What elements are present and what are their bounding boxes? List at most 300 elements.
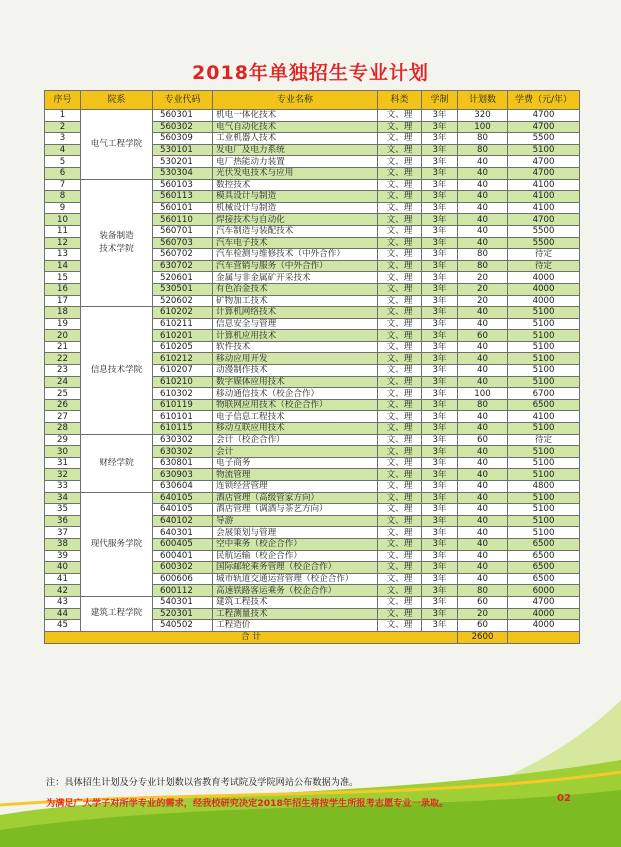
code-cell: 530304 <box>153 167 213 179</box>
subject-type-cell: 文、理 <box>378 249 422 261</box>
subject-type-cell: 文、理 <box>378 457 422 469</box>
subject-type-cell: 文、理 <box>378 214 422 226</box>
major-name-cell: 会计（校企合作） <box>213 434 378 446</box>
index-cell: 36 <box>45 515 81 527</box>
code-cell: 520301 <box>153 608 213 620</box>
duration-cell: 3年 <box>422 469 458 481</box>
plan-count-cell: 60 <box>458 434 508 446</box>
index-cell: 44 <box>45 608 81 620</box>
duration-cell: 3年 <box>422 423 458 435</box>
major-name-cell: 计算机网络技术 <box>213 307 378 319</box>
index-cell: 4 <box>45 144 81 156</box>
code-cell: 560103 <box>153 179 213 191</box>
major-name-cell: 发电厂及电力系统 <box>213 144 378 156</box>
subject-type-cell: 文、理 <box>378 110 422 122</box>
subject-type-cell: 文、理 <box>378 515 422 527</box>
duration-cell: 3年 <box>422 446 458 458</box>
duration-cell: 3年 <box>422 620 458 632</box>
tuition-cell: 6500 <box>508 562 580 574</box>
code-cell: 560110 <box>153 214 213 226</box>
code-cell: 560702 <box>153 249 213 261</box>
tuition-cell: 6500 <box>508 399 580 411</box>
code-cell: 560703 <box>153 237 213 249</box>
subject-type-cell: 文、理 <box>378 330 422 342</box>
major-name-cell: 汽车检测与维修技术（中外合作） <box>213 249 378 261</box>
plan-count-cell: 40 <box>458 191 508 203</box>
tuition-cell: 4000 <box>508 608 580 620</box>
index-cell: 20 <box>45 330 81 342</box>
department-cell: 信息技术学院 <box>81 307 153 435</box>
plan-count-cell: 80 <box>458 144 508 156</box>
major-name-cell: 移动通信技术（校企合作） <box>213 388 378 400</box>
plan-count-cell: 40 <box>458 202 508 214</box>
code-cell: 560309 <box>153 133 213 145</box>
plan-count-cell: 40 <box>458 214 508 226</box>
plan-count-cell: 100 <box>458 121 508 133</box>
code-cell: 630302 <box>153 446 213 458</box>
index-cell: 43 <box>45 596 81 608</box>
department-cell: 现代服务学院 <box>81 492 153 596</box>
subject-type-cell: 文、理 <box>378 527 422 539</box>
code-cell: 530501 <box>153 283 213 295</box>
index-cell: 45 <box>45 620 81 632</box>
code-cell: 520601 <box>153 272 213 284</box>
plan-count-cell: 40 <box>458 481 508 493</box>
code-cell: 600606 <box>153 573 213 585</box>
major-name-cell: 模具设计与制造 <box>213 191 378 203</box>
plan-count-cell: 40 <box>458 550 508 562</box>
index-cell: 18 <box>45 307 81 319</box>
tuition-cell: 5100 <box>508 365 580 377</box>
major-name-cell: 电气自动化技术 <box>213 121 378 133</box>
header-major-name: 专业名称 <box>213 91 378 110</box>
code-cell: 600112 <box>153 585 213 597</box>
major-name-cell: 电子信息工程技术 <box>213 411 378 423</box>
plan-count-cell: 40 <box>458 573 508 585</box>
subject-type-cell: 文、理 <box>378 411 422 423</box>
duration-cell: 3年 <box>422 237 458 249</box>
duration-cell: 3年 <box>422 133 458 145</box>
index-cell: 42 <box>45 585 81 597</box>
plan-count-cell: 40 <box>458 307 508 319</box>
tuition-cell: 5100 <box>508 469 580 481</box>
index-cell: 7 <box>45 179 81 191</box>
major-name-cell: 电厂热能动力装置 <box>213 156 378 168</box>
code-cell: 600401 <box>153 550 213 562</box>
tuition-cell: 5100 <box>508 341 580 353</box>
subject-type-cell: 文、理 <box>378 620 422 632</box>
tuition-cell: 4800 <box>508 481 580 493</box>
plan-count-cell: 40 <box>458 167 508 179</box>
tuition-cell: 5100 <box>508 492 580 504</box>
subject-type-cell: 文、理 <box>378 353 422 365</box>
duration-cell: 3年 <box>422 573 458 585</box>
total-tuition-blank <box>508 631 580 643</box>
plan-count-cell: 40 <box>458 376 508 388</box>
code-cell: 560301 <box>153 110 213 122</box>
plan-count-cell: 60 <box>458 596 508 608</box>
subject-type-cell: 文、理 <box>378 446 422 458</box>
tuition-cell: 5100 <box>508 318 580 330</box>
code-cell: 610207 <box>153 365 213 377</box>
duration-cell: 3年 <box>422 585 458 597</box>
code-cell: 630801 <box>153 457 213 469</box>
duration-cell: 3年 <box>422 538 458 550</box>
duration-cell: 3年 <box>422 365 458 377</box>
admission-banner: 为满足广大学子对所学专业的需求，经我校研究决定2018年招生将按学生所报考志愿专业一录取。 <box>46 798 449 809</box>
subject-type-cell: 文、理 <box>378 434 422 446</box>
plan-count-cell: 80 <box>458 249 508 261</box>
tuition-cell: 待定 <box>508 434 580 446</box>
tuition-cell: 5500 <box>508 237 580 249</box>
duration-cell: 3年 <box>422 260 458 272</box>
header-subject-type: 科类 <box>378 91 422 110</box>
index-cell: 21 <box>45 341 81 353</box>
department-cell: 财经学院 <box>81 434 153 492</box>
code-cell: 560302 <box>153 121 213 133</box>
duration-cell: 3年 <box>422 457 458 469</box>
major-name-cell: 汽车营销与服务（中外合作） <box>213 260 378 272</box>
plan-count-cell: 40 <box>458 457 508 469</box>
subject-type-cell: 文、理 <box>378 469 422 481</box>
duration-cell: 3年 <box>422 562 458 574</box>
code-cell: 560701 <box>153 225 213 237</box>
enrollment-plan-table <box>44 90 580 644</box>
code-cell: 610201 <box>153 330 213 342</box>
index-cell: 9 <box>45 202 81 214</box>
subject-type-cell: 文、理 <box>378 307 422 319</box>
index-cell: 17 <box>45 295 81 307</box>
index-cell: 23 <box>45 365 81 377</box>
index-cell: 25 <box>45 388 81 400</box>
tuition-cell: 5100 <box>508 353 580 365</box>
tuition-cell: 5500 <box>508 225 580 237</box>
subject-type-cell: 文、理 <box>378 538 422 550</box>
duration-cell: 3年 <box>422 249 458 261</box>
plan-count-cell: 40 <box>458 423 508 435</box>
code-cell: 640105 <box>153 492 213 504</box>
index-cell: 10 <box>45 214 81 226</box>
page-number: 02 <box>557 793 571 804</box>
duration-cell: 3年 <box>422 411 458 423</box>
plan-count-cell: 40 <box>458 538 508 550</box>
table-body <box>45 110 580 644</box>
plan-count-cell: 40 <box>458 365 508 377</box>
plan-count-cell: 40 <box>458 341 508 353</box>
duration-cell: 3年 <box>422 110 458 122</box>
plan-count-cell: 80 <box>458 399 508 411</box>
tuition-cell: 4000 <box>508 295 580 307</box>
index-cell: 1 <box>45 110 81 122</box>
subject-type-cell: 文、理 <box>378 492 422 504</box>
tuition-cell: 6500 <box>508 573 580 585</box>
table-row <box>45 596 580 608</box>
code-cell: 600405 <box>153 538 213 550</box>
subject-type-cell: 文、理 <box>378 376 422 388</box>
plan-count-cell: 40 <box>458 527 508 539</box>
duration-cell: 3年 <box>422 272 458 284</box>
code-cell: 560101 <box>153 202 213 214</box>
tuition-cell: 5100 <box>508 515 580 527</box>
subject-type-cell: 文、理 <box>378 202 422 214</box>
index-cell: 31 <box>45 457 81 469</box>
subject-type-cell: 文、理 <box>378 585 422 597</box>
subject-type-cell: 文、理 <box>378 562 422 574</box>
major-name-cell: 会展策划与管理 <box>213 527 378 539</box>
tuition-cell: 5100 <box>508 307 580 319</box>
index-cell: 28 <box>45 423 81 435</box>
subject-type-cell: 文、理 <box>378 399 422 411</box>
subject-type-cell: 文、理 <box>378 121 422 133</box>
tuition-cell: 6000 <box>508 585 580 597</box>
duration-cell: 3年 <box>422 527 458 539</box>
subject-type-cell: 文、理 <box>378 133 422 145</box>
major-name-cell: 工程测量技术 <box>213 608 378 620</box>
major-name-cell: 建筑工程技术 <box>213 596 378 608</box>
plan-count-cell: 80 <box>458 585 508 597</box>
plan-count-cell: 60 <box>458 620 508 632</box>
index-cell: 14 <box>45 260 81 272</box>
index-cell: 11 <box>45 225 81 237</box>
plan-count-cell: 40 <box>458 318 508 330</box>
plan-count-cell: 20 <box>458 283 508 295</box>
table-header-row <box>45 91 580 110</box>
duration-cell: 3年 <box>422 434 458 446</box>
table-row <box>45 307 580 319</box>
major-name-cell: 电子商务 <box>213 457 378 469</box>
tuition-cell: 6700 <box>508 388 580 400</box>
index-cell: 15 <box>45 272 81 284</box>
duration-cell: 3年 <box>422 376 458 388</box>
code-cell: 610302 <box>153 388 213 400</box>
duration-cell: 3年 <box>422 596 458 608</box>
major-name-cell: 光伏发电技术与应用 <box>213 167 378 179</box>
index-cell: 37 <box>45 527 81 539</box>
subject-type-cell: 文、理 <box>378 573 422 585</box>
tuition-cell: 5100 <box>508 376 580 388</box>
index-cell: 5 <box>45 156 81 168</box>
code-cell: 640301 <box>153 527 213 539</box>
index-cell: 16 <box>45 283 81 295</box>
code-cell: 600302 <box>153 562 213 574</box>
major-name-cell: 有色冶金技术 <box>213 283 378 295</box>
department-cell: 装备制造 技术学院 <box>81 179 153 307</box>
total-value: 2600 <box>458 631 508 643</box>
tuition-cell: 4700 <box>508 214 580 226</box>
subject-type-cell: 文、理 <box>378 144 422 156</box>
table-row <box>45 110 580 122</box>
tuition-cell: 4700 <box>508 596 580 608</box>
index-cell: 40 <box>45 562 81 574</box>
index-cell: 30 <box>45 446 81 458</box>
tuition-cell: 4000 <box>508 272 580 284</box>
code-cell: 560113 <box>153 191 213 203</box>
tuition-cell: 4100 <box>508 411 580 423</box>
major-name-cell: 计算机应用技术 <box>213 330 378 342</box>
index-cell: 2 <box>45 121 81 133</box>
plan-count-cell: 20 <box>458 272 508 284</box>
plan-count-cell: 40 <box>458 492 508 504</box>
tuition-cell: 4700 <box>508 156 580 168</box>
duration-cell: 3年 <box>422 318 458 330</box>
tuition-cell: 6500 <box>508 538 580 550</box>
subject-type-cell: 文、理 <box>378 481 422 493</box>
code-cell: 610210 <box>153 376 213 388</box>
major-name-cell: 工业机器人技术 <box>213 133 378 145</box>
duration-cell: 3年 <box>422 341 458 353</box>
code-cell: 610119 <box>153 399 213 411</box>
tuition-cell: 4700 <box>508 110 580 122</box>
tuition-cell: 5100 <box>508 504 580 516</box>
duration-cell: 3年 <box>422 550 458 562</box>
code-cell: 630604 <box>153 481 213 493</box>
major-name-cell: 导游 <box>213 515 378 527</box>
tuition-cell: 待定 <box>508 260 580 272</box>
tuition-cell: 4700 <box>508 167 580 179</box>
total-row <box>45 631 580 643</box>
duration-cell: 3年 <box>422 388 458 400</box>
index-cell: 27 <box>45 411 81 423</box>
code-cell: 630903 <box>153 469 213 481</box>
tuition-cell: 5100 <box>508 457 580 469</box>
major-name-cell: 物流管理 <box>213 469 378 481</box>
code-cell: 630702 <box>153 260 213 272</box>
code-cell: 640105 <box>153 504 213 516</box>
major-name-cell: 软件技术 <box>213 341 378 353</box>
index-cell: 32 <box>45 469 81 481</box>
duration-cell: 3年 <box>422 608 458 620</box>
duration-cell: 3年 <box>422 307 458 319</box>
code-cell: 540301 <box>153 596 213 608</box>
subject-type-cell: 文、理 <box>378 596 422 608</box>
code-cell: 640102 <box>153 515 213 527</box>
index-cell: 39 <box>45 550 81 562</box>
subject-type-cell: 文、理 <box>378 225 422 237</box>
major-name-cell: 物联网应用技术（校企合作） <box>213 399 378 411</box>
duration-cell: 3年 <box>422 225 458 237</box>
table-row <box>45 434 580 446</box>
index-cell: 35 <box>45 504 81 516</box>
subject-type-cell: 文、理 <box>378 608 422 620</box>
tuition-cell: 6500 <box>508 550 580 562</box>
tuition-cell: 4100 <box>508 202 580 214</box>
duration-cell: 3年 <box>422 504 458 516</box>
tuition-cell: 5100 <box>508 144 580 156</box>
plan-count-cell: 100 <box>458 388 508 400</box>
index-cell: 29 <box>45 434 81 446</box>
subject-type-cell: 文、理 <box>378 191 422 203</box>
tuition-cell: 4700 <box>508 121 580 133</box>
plan-count-cell: 40 <box>458 237 508 249</box>
duration-cell: 3年 <box>422 283 458 295</box>
duration-cell: 3年 <box>422 481 458 493</box>
major-name-cell: 数字媒体应用技术 <box>213 376 378 388</box>
header-department: 院系 <box>81 91 153 110</box>
code-cell: 610115 <box>153 423 213 435</box>
page-title: 2018年单独招生专业计划 <box>192 62 429 84</box>
plan-count-cell: 20 <box>458 295 508 307</box>
major-name-cell: 酒店管理（高级管家方向） <box>213 492 378 504</box>
index-cell: 33 <box>45 481 81 493</box>
plan-count-cell: 20 <box>458 608 508 620</box>
footnote: 注：具体招生计划及分专业计划数以省教育考试院及学院网站公布数据为准。 <box>46 777 359 788</box>
table-row <box>45 179 580 191</box>
subject-type-cell: 文、理 <box>378 423 422 435</box>
index-cell: 34 <box>45 492 81 504</box>
subject-type-cell: 文、理 <box>378 237 422 249</box>
index-cell: 3 <box>45 133 81 145</box>
duration-cell: 3年 <box>422 167 458 179</box>
code-cell: 610205 <box>153 341 213 353</box>
duration-cell: 3年 <box>422 121 458 133</box>
major-name-cell: 移动互联应用技术 <box>213 423 378 435</box>
duration-cell: 3年 <box>422 492 458 504</box>
index-cell: 6 <box>45 167 81 179</box>
major-name-cell: 空中乘务（校企合作） <box>213 538 378 550</box>
duration-cell: 3年 <box>422 295 458 307</box>
duration-cell: 3年 <box>422 353 458 365</box>
major-name-cell: 数控技术 <box>213 179 378 191</box>
subject-type-cell: 文、理 <box>378 550 422 562</box>
major-name-cell: 国际邮轮乘务管理（校企合作） <box>213 562 378 574</box>
major-name-cell: 工程造价 <box>213 620 378 632</box>
subject-type-cell: 文、理 <box>378 365 422 377</box>
total-label: 合 计 <box>45 631 458 643</box>
tuition-cell: 4000 <box>508 283 580 295</box>
major-name-cell: 动漫制作技术 <box>213 365 378 377</box>
tuition-cell: 5500 <box>508 133 580 145</box>
plan-count-cell: 40 <box>458 179 508 191</box>
plan-count-cell: 60 <box>458 330 508 342</box>
duration-cell: 3年 <box>422 214 458 226</box>
major-name-cell: 移动应用开发 <box>213 353 378 365</box>
tuition-cell: 5100 <box>508 527 580 539</box>
tuition-cell: 5100 <box>508 330 580 342</box>
subject-type-cell: 文、理 <box>378 295 422 307</box>
duration-cell: 3年 <box>422 144 458 156</box>
code-cell: 610101 <box>153 411 213 423</box>
plan-count-cell: 80 <box>458 260 508 272</box>
plan-count-cell: 40 <box>458 446 508 458</box>
index-cell: 26 <box>45 399 81 411</box>
tuition-cell: 4000 <box>508 620 580 632</box>
major-name-cell: 城市轨道交通运营管理（校企合作） <box>213 573 378 585</box>
tuition-cell: 4100 <box>508 179 580 191</box>
index-cell: 13 <box>45 249 81 261</box>
duration-cell: 3年 <box>422 191 458 203</box>
index-cell: 41 <box>45 573 81 585</box>
duration-cell: 3年 <box>422 156 458 168</box>
header-major-code: 专业代码 <box>153 91 213 110</box>
duration-cell: 3年 <box>422 179 458 191</box>
subject-type-cell: 文、理 <box>378 504 422 516</box>
plan-count-cell: 40 <box>458 562 508 574</box>
index-cell: 24 <box>45 376 81 388</box>
major-name-cell: 矿物加工技术 <box>213 295 378 307</box>
header-plan-count: 计划数 <box>458 91 508 110</box>
subject-type-cell: 文、理 <box>378 341 422 353</box>
tuition-cell: 待定 <box>508 249 580 261</box>
code-cell: 540502 <box>153 620 213 632</box>
tuition-cell: 5100 <box>508 423 580 435</box>
subject-type-cell: 文、理 <box>378 179 422 191</box>
major-name-cell: 高速铁路客运乘务（校企合作） <box>213 585 378 597</box>
code-cell: 610202 <box>153 307 213 319</box>
subject-type-cell: 文、理 <box>378 156 422 168</box>
code-cell: 530101 <box>153 144 213 156</box>
plan-count-cell: 40 <box>458 515 508 527</box>
major-name-cell: 汽车电子技术 <box>213 237 378 249</box>
